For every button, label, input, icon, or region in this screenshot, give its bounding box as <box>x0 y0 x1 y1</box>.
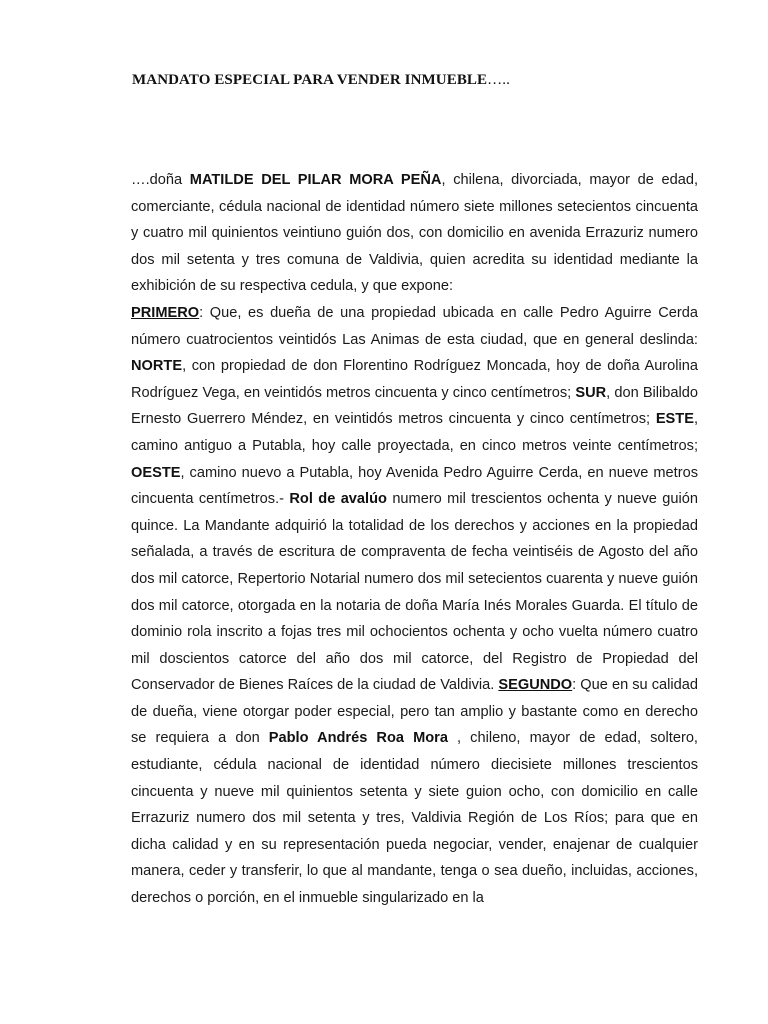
text-run: : Que, es dueña de una propiedad ubicada en calle Pedro Aguirre Cerda número cuatrocientos veintidós Las Animas de esta ciudad, que en general deslinda: <box>131 304 698 348</box>
bold-term: Rol de avalúo <box>289 491 387 508</box>
text-run: : Que en su calidad de dueña, viene otorgar poder especial, pero tan amplio y bastante como en derecho se requiera a don <box>131 677 698 747</box>
paragraph-1 <box>131 167 698 300</box>
bold-term: ESTE <box>655 411 694 428</box>
bold-term: OESTE <box>131 464 181 481</box>
text-run: , con propiedad de don Florentino Rodríguez Moncada, hoy de doña Aurolina Rodríguez Vega, en veintidós metros cincuenta y cinco centímetros; <box>131 358 698 401</box>
text-run: , camino nuevo a Putabla, hoy Avenida Pedro Aguirre Cerda, en nueve metros cincuenta centímetros.- <box>131 464 698 508</box>
text-run: ….doña <box>131 172 190 188</box>
text-run: , chilena, divorciada, mayor de edad, comerciante, cédula nacional de identidad número siete millones setecientos cincuenta y cuatro mil quinientos veintiuno guión dos, con domicilio en avenida Errazuriz numero dos mil setenta y tres comuna de Valdivia, quien acredita su identidad mediante la exhibición de su respectiva cedula, y que expone: <box>131 172 698 295</box>
bold-term: PRIMERO <box>131 304 200 321</box>
text-run: , camino antiguo a Putabla, hoy calle proyectada, en cinco metros veinte centímetros; <box>131 411 698 454</box>
document-body <box>131 167 698 912</box>
document-title <box>132 72 510 89</box>
text-run: , chileno, mayor de edad, soltero, estudiante, cédula nacional de identidad número diecisiete millones trescientos cincuenta y nueve mil quinientos setenta y siete guion ocho, con domicilio en calle Errazuriz numero dos mil setenta y tres, Valdivia Región de Los Ríos; para que en dicha calidad y en su representación pueda negociar, vender, enajenar de cualquier manera, ceder y transferir, lo que al mandante, tenga o sea dueño, incluidas, acciones, derechos o porción, en el inmueble singularizado en la <box>131 730 698 907</box>
paragraph-2 <box>131 300 698 912</box>
text-run: , don Bilibaldo Ernesto Guerrero Méndez, en veintidós metros cincuenta y cinco centímetros; <box>131 384 698 428</box>
document-title-dots: ….. <box>487 72 510 88</box>
document-title-text: MANDATO ESPECIAL PARA VENDER INMUEBLE <box>132 72 488 88</box>
bold-term: SUR <box>575 384 607 401</box>
text-run: numero mil trescientos ochenta y nueve guión quince. La Mandante adquirió la totalidad de los derechos y acciones en la propiedad señalada, a través de escritura de compraventa de fecha veintiséis de Agosto del año dos mil catorce, Repertorio Notarial numero dos mil setecientos cuarenta y nueve guión dos mil catorce, otorgada en la notaria de doña María Inés Morales Guarda. El título de dominio rola inscrito a fojas tres mil ochocientos ochenta y ocho vuelta número cuatro mil doscientos catorce del año dos mil catorce, del Registro de Propiedad del Conservador de Bienes Raíces de la ciudad de Valdivia. <box>131 491 698 694</box>
bold-term: SEGUNDO <box>498 677 573 694</box>
bold-term: NORTE <box>131 358 183 375</box>
bold-term: Pablo Andrés Roa Mora <box>268 730 448 747</box>
bold-term: MATILDE DEL PILAR MORA PEÑA <box>189 172 442 188</box>
